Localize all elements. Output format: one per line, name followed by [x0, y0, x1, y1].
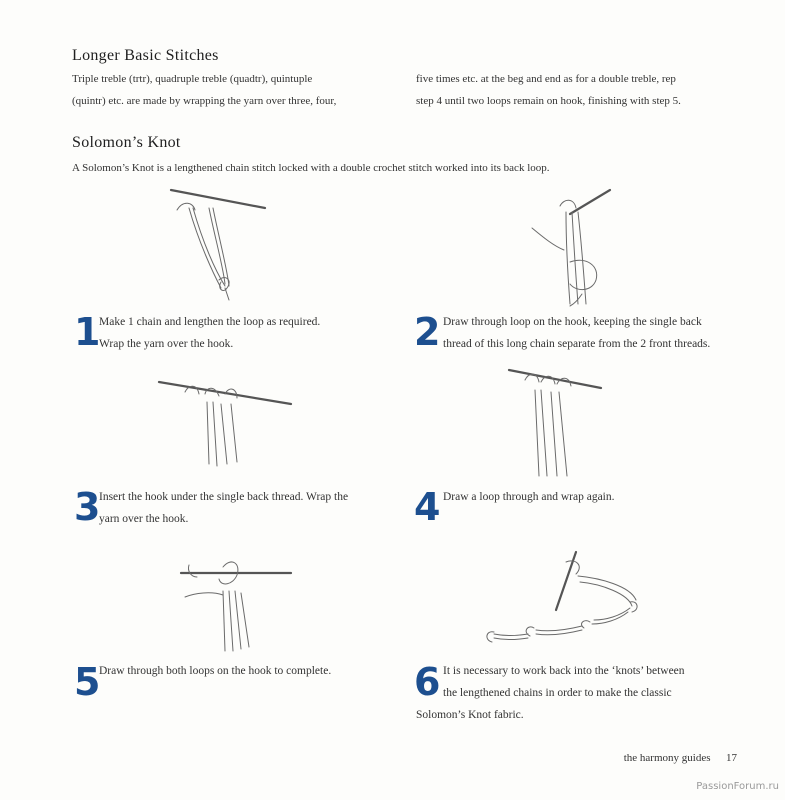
- text-line: Draw a loop through and wrap again.: [443, 491, 615, 503]
- text-line: five times etc. at the beg and end as for a double treble, rep: [416, 73, 676, 85]
- section1-column-right: [416, 68, 736, 112]
- text-line: yarn over the hook.: [99, 513, 189, 525]
- text-line: Wrap the yarn over the hook.: [99, 338, 234, 350]
- text-line: the lengthened chains in order to make the classic: [443, 687, 672, 699]
- step-number: 6: [414, 660, 441, 704]
- text-line: Draw through both loops on the hook to complete.: [99, 665, 332, 677]
- text-line: thread of this long chain separate from the 2 front threads.: [443, 338, 711, 350]
- step1-text: [99, 311, 399, 355]
- step2-illustration: [530, 188, 620, 308]
- step5-text: [99, 660, 399, 682]
- text-line: Make 1 chain and lengthen the loop as required.: [99, 316, 321, 328]
- text-line: (quintr) etc. are made by wrapping the yarn over three, four,: [72, 95, 337, 107]
- section-title-solomons-knot: Solomon’s Knot: [72, 134, 181, 151]
- step4-illustration: [505, 368, 605, 480]
- text-line: Insert the hook under the single back thread. Wrap the: [99, 491, 349, 503]
- text-line: Draw through loop on the hook, keeping the single back: [443, 316, 702, 328]
- step-number: 3: [74, 485, 101, 529]
- page-footer: [624, 752, 737, 764]
- footer-label: the harmony guides: [623, 752, 711, 764]
- section2-intro: A Solomon’s Knot is a lengthened chain stitch locked with a double crochet stitch worked into its back loop.: [72, 162, 550, 174]
- step2-text: [443, 311, 743, 355]
- step3-text: [99, 486, 399, 530]
- step-number: 4: [414, 485, 441, 529]
- step6-illustration: [480, 550, 645, 648]
- step-number: 1: [74, 310, 101, 354]
- text-line: It is necessary to work back into the ‘knots’ between: [443, 665, 685, 677]
- watermark: PassionForum.ru: [696, 781, 779, 792]
- step-number: 2: [414, 310, 441, 354]
- step4-text: [443, 486, 743, 508]
- step5-illustration: [175, 555, 295, 655]
- step3-illustration: [155, 378, 295, 470]
- step-number: 5: [74, 660, 101, 704]
- step1-illustration: [165, 188, 275, 303]
- page-number: 17: [726, 752, 737, 764]
- section1-column-left: [72, 68, 392, 112]
- text-line: step 4 until two loops remain on hook, finishing with step 5.: [416, 95, 681, 107]
- step6-text-continuation: Solomon’s Knot fabric.: [416, 709, 524, 721]
- text-line: Triple treble (trtr), quadruple treble (quadtr), quintuple: [72, 73, 313, 85]
- step6-text-block: [443, 660, 743, 704]
- section-title-longer-basic-stitches: Longer Basic Stitches: [72, 47, 219, 64]
